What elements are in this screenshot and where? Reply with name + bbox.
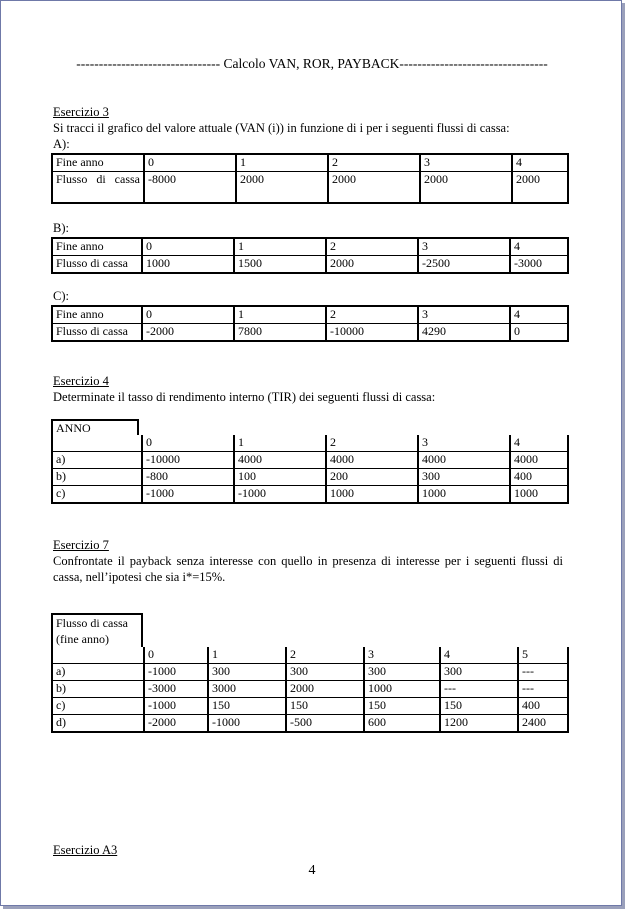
table-cell: 4000 <box>234 452 326 469</box>
table-cell: Fine anno <box>52 154 144 172</box>
table-cell: 1 <box>234 435 326 452</box>
table-cell: 3 <box>418 238 510 256</box>
table-cell: 2000 <box>512 172 568 204</box>
table-cell: 100 <box>234 469 326 486</box>
table-cell: 1000 <box>510 486 568 504</box>
table-cell: -2500 <box>418 256 510 274</box>
table-cell: 1000 <box>364 681 440 698</box>
table-tir <box>51 435 569 504</box>
table-cell: 400 <box>510 469 568 486</box>
table-cell: -500 <box>286 715 364 733</box>
table-cell <box>52 435 142 452</box>
anno-corner-cell: ANNO <box>51 419 139 435</box>
table-cell: 150 <box>440 698 518 715</box>
table-cell: b) <box>52 469 142 486</box>
table-cell: 4 <box>440 647 518 664</box>
table-cell: -800 <box>142 469 234 486</box>
exercise-7-text: Confrontate il payback senza interesse con quello in presenza di interesse per i seguenti flussi di cassa, nell’ipotesi che sia i*=15%. <box>53 554 563 584</box>
exercise-4-title: Esercizio 4 <box>53 374 109 388</box>
table-cell: 0 <box>142 238 234 256</box>
table-cell: 1 <box>234 238 326 256</box>
table-cell: 1 <box>208 647 286 664</box>
table-cell: -2000 <box>144 715 208 733</box>
exercise-3-title: Esercizio 3 <box>53 105 109 119</box>
table-cell: 150 <box>286 698 364 715</box>
table-c-label: C): <box>53 289 69 303</box>
table-cell: 0 <box>144 647 208 664</box>
table-cell: -10000 <box>142 452 234 469</box>
table-cell: 4000 <box>326 452 418 469</box>
table-cell: -1000 <box>142 486 234 504</box>
table-cell: 1000 <box>142 256 234 274</box>
table-row <box>52 715 568 733</box>
table-cell: 3 <box>418 435 510 452</box>
exercise-4 <box>53 373 573 405</box>
table-cell: --- <box>440 681 518 698</box>
table-cell: c) <box>52 486 142 504</box>
table-cell: 1500 <box>234 256 326 274</box>
table-cell: -1000 <box>144 664 208 681</box>
page-header: -------------------------------- Calcolo VAN, ROR, PAYBACK--------------------------------- <box>76 56 548 71</box>
table-cell: 300 <box>418 469 510 486</box>
table-row <box>52 256 568 274</box>
table-cell: Flusso di cassa <box>52 172 144 204</box>
table-cell: d) <box>52 715 144 733</box>
table-cell: 2 <box>328 154 420 172</box>
table-cell: -1000 <box>144 698 208 715</box>
table-cell: 1200 <box>440 715 518 733</box>
table-row <box>52 469 568 486</box>
table-cell: 4 <box>510 306 568 324</box>
table-cell: 0 <box>142 306 234 324</box>
table-cell: -2000 <box>142 324 234 342</box>
table-row <box>52 238 568 256</box>
table-cell: 3 <box>420 154 512 172</box>
table-cell: 400 <box>518 698 568 715</box>
table-cell: Flusso di cassa <box>52 256 142 274</box>
exercise-7 <box>53 537 563 585</box>
table-cell: 4 <box>512 154 568 172</box>
table-row <box>52 306 568 324</box>
table-row <box>52 435 568 452</box>
table-c <box>51 305 569 342</box>
table-cell: --- <box>518 681 568 698</box>
exercise-3 <box>53 104 573 152</box>
table-cell: 4000 <box>510 452 568 469</box>
table-cell: 1 <box>234 306 326 324</box>
table-row <box>52 324 568 342</box>
table-cell: a) <box>52 664 144 681</box>
exercise-4-text: Determinate il tasso di rendimento interno (TIR) dei seguenti flussi di cassa: <box>53 390 436 404</box>
table-cell: 2 <box>326 306 418 324</box>
table-cell: 4290 <box>418 324 510 342</box>
table-row <box>52 664 568 681</box>
table-cell: 300 <box>286 664 364 681</box>
table-cell: --- <box>518 664 568 681</box>
exercise-a3 <box>53 842 573 858</box>
table-cell: 4 <box>510 238 568 256</box>
table-cell: -3000 <box>510 256 568 274</box>
table-a <box>51 153 569 204</box>
table-cell: 0 <box>510 324 568 342</box>
exercise-3-text: Si tracci il grafico del valore attuale (VAN (i)) in funzione di i per i seguenti flussi di cassa: <box>53 121 510 135</box>
table-cell: 2000 <box>236 172 328 204</box>
page-number: 4 <box>308 863 316 878</box>
table-cell: 2 <box>286 647 364 664</box>
table-cell: -3000 <box>144 681 208 698</box>
table-cell: Fine anno <box>52 238 142 256</box>
table-row <box>52 681 568 698</box>
table-cell: 2000 <box>420 172 512 204</box>
table-cell: -10000 <box>326 324 418 342</box>
table-row <box>52 452 568 469</box>
table-cell: 2 <box>326 435 418 452</box>
table-cell: -8000 <box>144 172 236 204</box>
table-cell: 4 <box>510 435 568 452</box>
table-cell: Fine anno <box>52 306 142 324</box>
table-cell: 200 <box>326 469 418 486</box>
table-cell: 1000 <box>326 486 418 504</box>
table-row <box>52 698 568 715</box>
table-cell: 150 <box>364 698 440 715</box>
table-cell: -1000 <box>208 715 286 733</box>
table-payback <box>51 647 569 733</box>
table-b-label: B): <box>53 221 69 235</box>
table-cell: c) <box>52 698 144 715</box>
table-cell: b) <box>52 681 144 698</box>
table-cell: 3000 <box>208 681 286 698</box>
table-cell: 3 <box>364 647 440 664</box>
table-cell: 2 <box>326 238 418 256</box>
table-cell: 300 <box>208 664 286 681</box>
exercise-7-title: Esercizio 7 <box>53 538 109 552</box>
flusso-corner-cell: Flusso di cassa (fine anno) <box>51 613 143 647</box>
table-row <box>52 647 568 664</box>
table-b <box>51 237 569 274</box>
table-cell: 600 <box>364 715 440 733</box>
table-row <box>52 486 568 504</box>
table-cell: 2400 <box>518 715 568 733</box>
table-cell: 300 <box>364 664 440 681</box>
table-row <box>52 172 568 204</box>
table-cell: 300 <box>440 664 518 681</box>
table-cell: 2000 <box>328 172 420 204</box>
table-cell: a) <box>52 452 142 469</box>
table-cell: 3 <box>418 306 510 324</box>
table-cell <box>52 647 144 664</box>
table-a-label: A): <box>53 137 70 151</box>
table-cell: 0 <box>144 154 236 172</box>
table-cell: 7800 <box>234 324 326 342</box>
table-cell: 2000 <box>326 256 418 274</box>
table-cell: 2000 <box>286 681 364 698</box>
table-row <box>52 154 568 172</box>
table-cell: -1000 <box>234 486 326 504</box>
table-cell: Flusso di cassa <box>52 324 142 342</box>
table-cell: 1 <box>236 154 328 172</box>
table-cell: 5 <box>518 647 568 664</box>
table-cell: 150 <box>208 698 286 715</box>
table-cell: 4000 <box>418 452 510 469</box>
exercise-a3-title: Esercizio A3 <box>53 843 118 857</box>
table-cell: 1000 <box>418 486 510 504</box>
table-cell: 0 <box>142 435 234 452</box>
